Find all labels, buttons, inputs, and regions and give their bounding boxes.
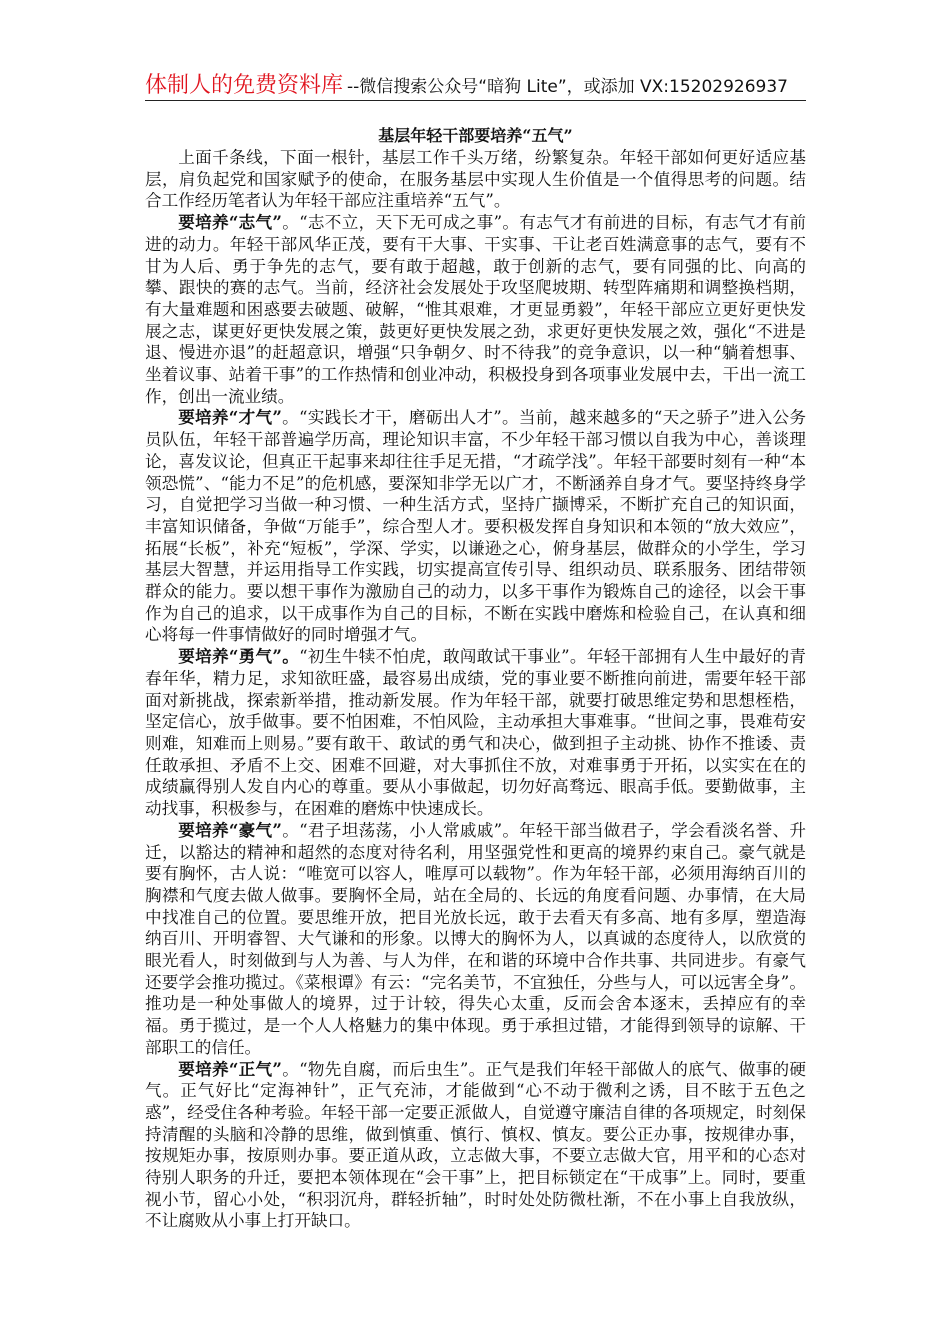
paragraph-intro — [145, 147, 806, 212]
paragraph-body: 。“志不立，天下无可成之事”。有志气才有前进的目标，有志气才有前进的动力。年轻干部风华正茂，要有干大事、干实事、干让老百姓满意事的志气，要有不甘为人后、勇于争先的志气，要有敢于超越，敢于创新的志气，要有同强的比、向高的攀、跟快的赛的志气。当前，经济社会发展处于攻坚爬坡期、转型阵痛期和调整换档期，有大量难题和困惑要去破题、破解，“惟其艰难，才更显勇毅”，年轻干部应立更好更快发展之志，谋更好更快发展之策，鼓更好更快发展之劲，求更好更快发展之效，强化“不进是退、慢进亦退”的赶超意识，增强“只争朝夕、时不待我”的竞争意识，以一种“躺着想事、坐着议事、站着干事”的工作热情和创业冲动，积极投身到各项事业发展中去，干出一流工作，创出一流业绩。 — [145, 213, 806, 406]
paragraph-caiqi — [145, 407, 806, 646]
promo-text: --微信搜索公众号“暗狗 Lite”，或添加 VX:15202926937 — [347, 77, 789, 97]
paragraph-lead: 要培养“豪气” — [178, 819, 282, 840]
page-header — [145, 70, 806, 101]
paragraph-lead: 要培养“正气” — [178, 1058, 282, 1079]
paragraph-lead: 要培养“志气” — [178, 212, 282, 233]
paragraph-zhiqi — [145, 212, 806, 407]
document-body — [145, 125, 806, 1232]
paragraph-lead: 要培养“才气” — [178, 407, 282, 428]
paragraph-lead: 要培养“勇气”。 — [178, 646, 300, 667]
paragraph-haoqi — [145, 820, 806, 1059]
brand-text: 体制人的免费资料库 — [145, 73, 344, 98]
paragraph-body: 。“物先自腐，而后虫生”。正气是我们年轻干部做人的底气、做事的硬气。正气好比“定海神针”，正气充沛，才能做到“心不动于微利之诱，目不眩于五色之惑”，经受住各种考验。年轻干部一定要正派做人，自觉遵守廉洁自律的各项规定，时刻保持清醒的头脑和冷静的思维，做到慎重、慎行、慎权、慎友。要公正办事，按规律办事，按规矩办事，按原则办事。要正道从政，立志做大事，不要立志做大官，用平和的心态对待别人职务的升迁，要把本领体现在“会干事”上，把目标锁定在“干成事”上。同时，要重视小节，留心小处，“积羽沉舟，群轻折轴”，时时处处防微杜渐，不在小事上自我放纵，不让腐败从小事上打开缺口。 — [145, 1059, 806, 1231]
paragraph-body: 。“实践长才干，磨砺出人才”。当前，越来越多的“天之骄子”进入公务员队伍，年轻干部普遍学历高，理论知识丰富，不少年轻干部习惯以自我为中心，善谈理论，喜发议论，但真正干起事来却往往手足无措，“才疏学浅”。年轻干部要时刻有一种“本领恐慌”、“能力不足”的危机感，要深知非学无以广才，不断涵养自身才气。要坚持终身学习，自觉把学习当做一种习惯、一种生活方式，坚持广撷博采，不断扩充自己的知识面，丰富知识储备，争做“万能手”，综合型人才。要积极发挥自身知识和本领的“放大效应”，拓展“长板”，补充“短板”，学深、学实，以谦逊之心，俯身基层，做群众的小学生，学习基层大智慧，并运用指导工作实践，切实提高宣传引导、组织动员、联系服务、团结带领群众的能力。要以想干事作为激励自己的动力，以多干事作为锻炼自己的途径，以会干事作为自己的追求，以干成事作为自己的目标，不断在实践中磨炼和检验自己，在认真和细心将每一件事情做好的同时增强才气。 — [145, 408, 806, 645]
paragraph-yongqi — [145, 646, 806, 820]
document-title: 基层年轻干部要培养“五气” — [378, 126, 573, 145]
paragraph-body: “初生牛犊不怕虎，敢闯敢试干事业”。年轻干部拥有人生中最好的青春年华，精力足，求知欲旺盛，最容易出成绩，党的事业要不断推向前进，需要年轻干部面对新挑战，探索新举措，推动新发展。作为年轻干部，就要打破思维定势和思想桎梏，坚定信心，放手做事。要不怕困难，不怕风险，主动承担大事难事。“世间之事，畏难苟安则难，知难而上则易。”要有敢干、敢试的勇气和决心，做到担子主动挑、协作不推诿、责任敢承担、矛盾不上交、困难不回避，对大事抓住不放，对难事勇于开拓，以实实在在的成绩赢得别人发自内心的尊重。要从小事做起，切勿好高骛远、眼高手低。要勤做事，主动找事，积极参与，在困难的磨炼中快速成长。 — [145, 647, 806, 819]
paragraph-body: 上面千条线，下面一根针，基层工作千头万绪，纷繁复杂。年轻干部如何更好适应基层，肩负起党和国家赋予的使命，在服务基层中实现人生价值是一个值得思考的问题。结合工作经历笔者认为年轻干部应注重培养“五气”。 — [145, 148, 806, 211]
paragraph-body: 。“君子坦荡荡，小人常戚戚”。年轻干部当做君子，学会看淡名誉、升迁，以豁达的精神和超然的态度对待名利，用坚强党性和更高的境界约束自己。豪气就是要有胸怀，古人说：“唯宽可以容人，唯厚可以载物”。作为年轻干部，必须用海纳百川的胸襟和气度去做人做事。要胸怀全局，站在全局的、长远的角度看问题、办事情，在大局中找准自己的位置。要思维开放，把目光放长远，敢于去看天有多高、地有多厚，塑造海纳百川、开明睿智、大气谦和的形象。以博大的胸怀为人，以真诚的态度待人，以欣赏的眼光看人，时刻做到与人为善、与人为伴，在和谐的环境中合作共事、共同进步。有豪气还要学会推功揽过。《菜根谭》有云：“完名美节，不宜独任，分些与人，可以远害全身”。推功是一种处事做人的境界，过于计较，得失心太重，反而会舍本逐末，丢掉应有的幸福。勇于揽过，是一个人人格魅力的集中体现。勇于承担过错，才能得到领导的谅解、干部职工的信任。 — [145, 820, 806, 1057]
paragraph-zhengqi — [145, 1059, 806, 1233]
